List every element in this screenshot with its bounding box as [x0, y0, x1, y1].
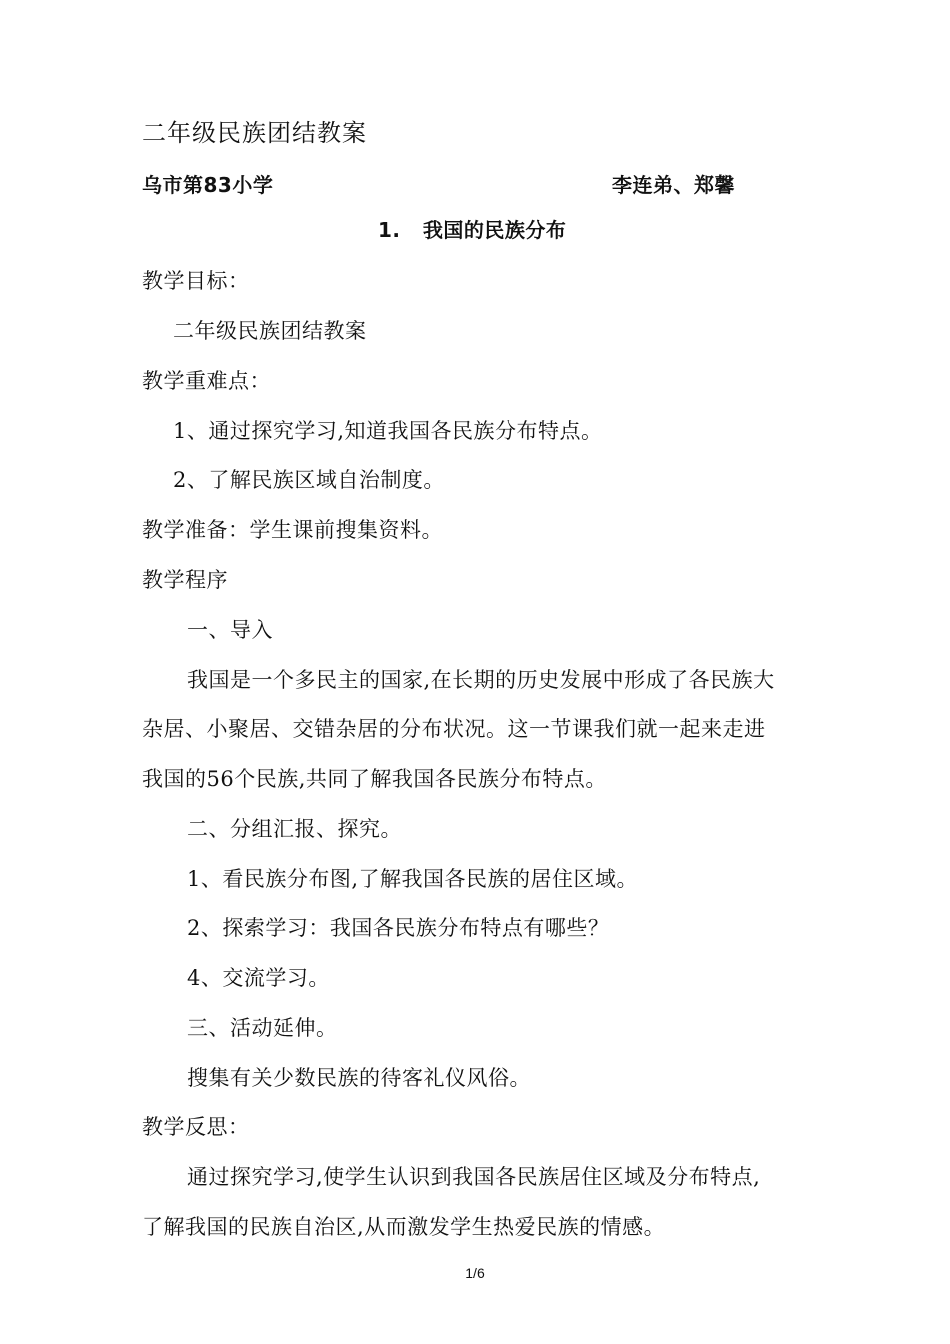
- group-item-1: 1、看民族分布图,了解我国各民族的居住区域。: [187, 867, 639, 891]
- group-item-4: 4、交流学习。: [187, 966, 330, 990]
- page-number: 1/6: [465, 1265, 485, 1281]
- key-point-2: 2、了解民族区域自治制度。: [173, 468, 445, 492]
- section-label-procedure: 教学程序: [142, 568, 228, 592]
- reflection-line-2: 了解我国的民族自治区,从而激发学生热爱民族的情感。: [142, 1215, 666, 1239]
- goals-text: 二年级民族团结教案: [173, 319, 367, 343]
- key-point-1: 1、通过探究学习,知道我国各民族分布特点。: [173, 419, 603, 443]
- lesson-heading: 1. 我国的民族分布: [378, 218, 567, 242]
- intro-paragraph-line-3: 我国的56个民族,共同了解我国各民族分布特点。: [142, 767, 607, 791]
- intro-paragraph-line-1: 我国是一个多民主的国家,在长期的历史发展中形成了各民族大: [187, 668, 775, 692]
- document-title: 二年级民族团结教案: [142, 119, 367, 147]
- section-label-key-points: 教学重难点：: [142, 369, 271, 393]
- step-heading-group-report: 二、分组汇报、探究。: [187, 817, 402, 841]
- section-label-reflection: 教学反思：: [142, 1115, 250, 1139]
- author-names: 李连弟、郑馨: [612, 173, 735, 197]
- section-label-goals: 教学目标：: [142, 269, 250, 293]
- school-name: 乌市第83小学: [142, 173, 274, 197]
- preparation-text: 教学准备：学生课前搜集资料。: [142, 518, 443, 542]
- reflection-line-1: 通过探究学习,使学生认识到我国各民族居住区域及分布特点,: [187, 1165, 761, 1189]
- step-heading-intro: 一、导入: [187, 618, 273, 642]
- group-item-2: 2、探索学习：我国各民族分布特点有哪些？: [187, 916, 610, 940]
- extension-text: 搜集有关少数民族的待客礼仪风俗。: [187, 1066, 531, 1090]
- step-heading-extension: 三、活动延伸。: [187, 1016, 338, 1040]
- intro-paragraph-line-2: 杂居、小聚居、交错杂居的分布状况。这一节课我们就一起来走进: [142, 717, 766, 741]
